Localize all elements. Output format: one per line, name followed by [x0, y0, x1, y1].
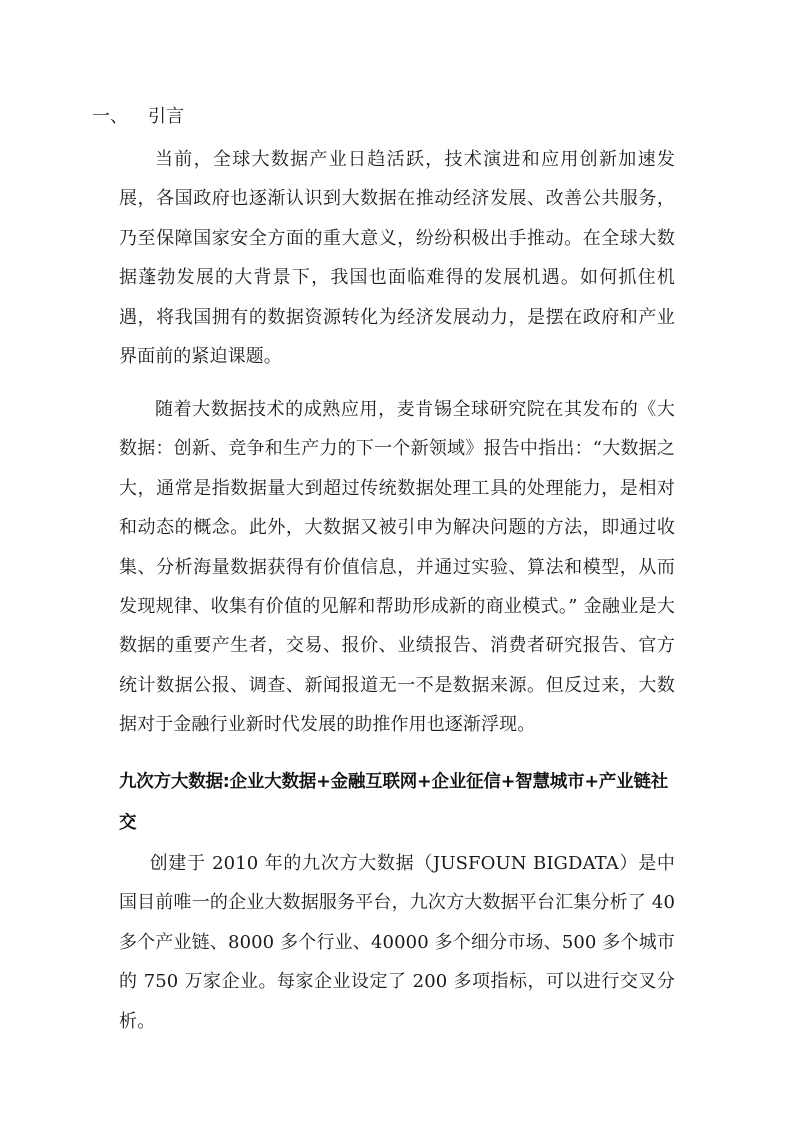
paragraph-jusfoun: 创建于 2010 年的九次方大数据（JUSFOUN BIGDATA）是中国目前唯一的企业大数据服务平台，九次方大数据平台汇集分析了 40 多个产业链、8000 多个行业、40000 多个细分市场、500 多个城市的 750 万家企业。每家企业设定了 200 多项指标，可以进行交叉分析。 — [119, 853, 675, 1032]
section-heading — [92, 101, 184, 133]
paragraph-mckinsey: 随着大数据技术的成熟应用，麦肯锡全球研究院在其发布的《大数据：创新、竞争和生产力的下一个新领域》报告中指出：“大数据之大，通常是指数据量大到超过传统数据处理工具的处理能力，是相对和动态的概念。此外，大数据又被引申为解决问题的方法，即通过收集、分析海量数据获得有价值信息，并通过实验、算法和模型，从而发现规律、收集有价值的见解和帮助形成新的商业模式。” 金融业是大数据的重要产生者，交易、报价、业绩报告、消费者研究报告、官方统计数据公报、调查、新闻报道无一不是数据来源。但反过来，大数据对于金融行业新时代发展的助推作用也逐渐浮现。 — [119, 399, 675, 736]
subheading-jusfoun: 九次方大数据:企业大数据+金融互联网+企业征信+智慧城市+产业链社交 — [119, 772, 669, 833]
section-number: 一、 — [92, 106, 128, 127]
paragraph-intro: 当前，全球大数据产业日趋活跃，技术演进和应用创新加速发展，各国政府也逐渐认识到大数据在推动经济发展、改善公共服务，乃至保障国家安全方面的重大意义，纷纷积极出手推动。在全球大数据蓬勃发展的大背景下，我国也面临难得的发展机遇。如何抓住机遇，将我国拥有的数据资源转化为经济发展动力，是摆在政府和产业界面前的紧迫课题。 — [119, 149, 675, 368]
section-title: 引言 — [148, 106, 184, 127]
